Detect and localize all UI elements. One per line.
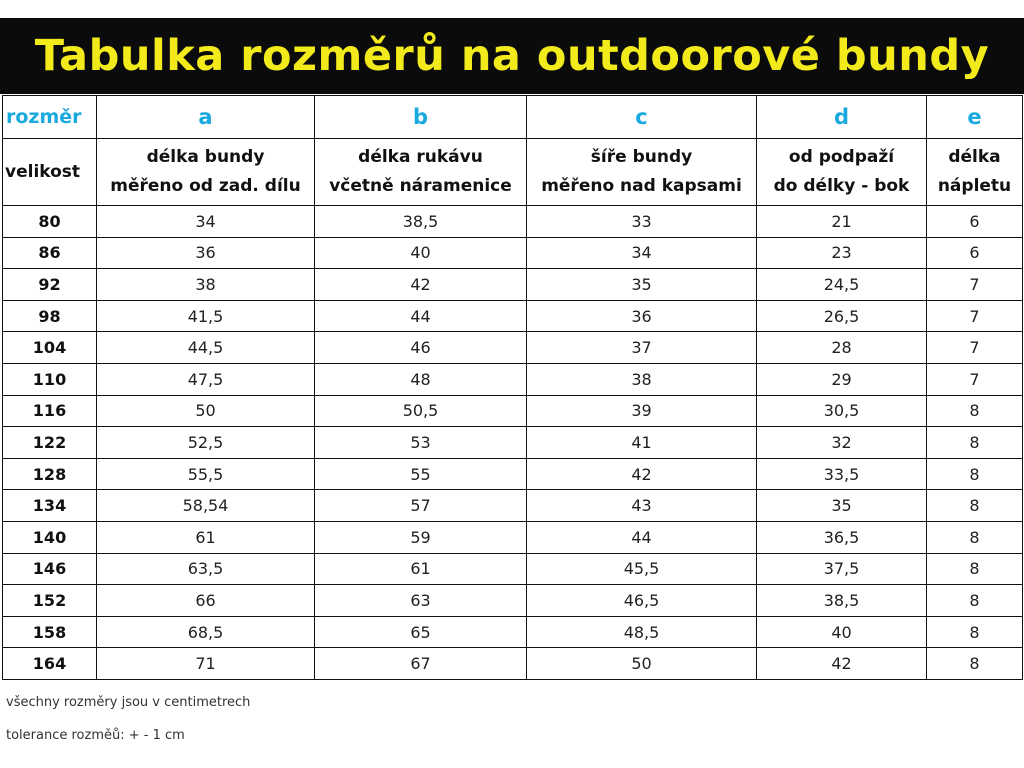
header-desc-line: měřeno nad kapsami (541, 176, 742, 196)
header-desc-line: včetně náramenice (329, 176, 512, 196)
measurement-cell: 36 (97, 237, 315, 269)
measurement-cell: 46 (315, 332, 527, 364)
size-cell: 80 (3, 206, 97, 238)
table-row (3, 237, 1023, 269)
measurement-cell: 38 (527, 363, 757, 395)
measurement-cell: 36 (527, 300, 757, 332)
header-desc-line: šíře bundy (590, 147, 693, 167)
header-letter-c: c (527, 96, 757, 139)
table-row (3, 458, 1023, 490)
measurement-cell: 58,54 (97, 490, 315, 522)
measurement-cell: 55,5 (97, 458, 315, 490)
header-letter-d: d (757, 96, 927, 139)
measurement-cell: 41 (527, 427, 757, 459)
measurement-cell: 7 (927, 363, 1023, 395)
measurement-cell: 37,5 (757, 553, 927, 585)
measurement-cell: 21 (757, 206, 927, 238)
measurement-cell: 44,5 (97, 332, 315, 364)
table-row (3, 206, 1023, 238)
measurement-cell: 52,5 (97, 427, 315, 459)
measurement-cell: 23 (757, 237, 927, 269)
units-note: všechny rozměry jsou v centimetrech (6, 695, 251, 710)
measurement-cell: 30,5 (757, 395, 927, 427)
measurement-cell: 7 (927, 269, 1023, 301)
title-bar (0, 18, 1024, 94)
table-row (3, 269, 1023, 301)
header-desc-line: délka rukávu (358, 147, 483, 167)
size-cell: 146 (3, 553, 97, 585)
measurement-cell: 36,5 (757, 521, 927, 553)
measurement-cell: 61 (97, 521, 315, 553)
measurement-cell: 67 (315, 648, 527, 680)
measurement-cell: 66 (97, 585, 315, 617)
table-row (3, 300, 1023, 332)
measurement-cell: 42 (315, 269, 527, 301)
table-row (3, 648, 1023, 680)
measurement-cell: 43 (527, 490, 757, 522)
size-cell: 92 (3, 269, 97, 301)
size-cell: 134 (3, 490, 97, 522)
measurement-cell: 38 (97, 269, 315, 301)
size-cell: 110 (3, 363, 97, 395)
header-desc-b (315, 139, 527, 206)
measurement-cell: 68,5 (97, 616, 315, 648)
size-cell: 140 (3, 521, 97, 553)
measurement-cell: 6 (927, 237, 1023, 269)
measurement-cell: 8 (927, 648, 1023, 680)
size-cell: 86 (3, 237, 97, 269)
measurement-cell: 8 (927, 490, 1023, 522)
measurement-cell: 40 (315, 237, 527, 269)
header-desc-d (757, 139, 927, 206)
measurement-cell: 8 (927, 616, 1023, 648)
table-row (3, 490, 1023, 522)
header-desc-line: do délky - bok (773, 176, 910, 196)
measurement-cell: 40 (757, 616, 927, 648)
measurement-cell: 35 (527, 269, 757, 301)
tolerance-note: tolerance rozměů: + - 1 cm (6, 728, 185, 743)
measurement-cell: 63 (315, 585, 527, 617)
measurement-cell: 46,5 (527, 585, 757, 617)
size-cell: 104 (3, 332, 97, 364)
header-desc-line: délka (948, 147, 1001, 167)
table-row (3, 332, 1023, 364)
measurement-cell: 39 (527, 395, 757, 427)
header-letter-a: a (97, 96, 315, 139)
header-letter-row (3, 96, 1023, 139)
measurement-cell: 8 (927, 395, 1023, 427)
header-desc-line: měřeno od zad. dílu (110, 176, 301, 196)
measurement-cell: 48,5 (527, 616, 757, 648)
size-cell: 98 (3, 300, 97, 332)
measurement-cell: 57 (315, 490, 527, 522)
measurement-cell: 48 (315, 363, 527, 395)
measurement-cell: 53 (315, 427, 527, 459)
measurement-cell: 41,5 (97, 300, 315, 332)
header-description-row (3, 139, 1023, 206)
size-cell: 122 (3, 427, 97, 459)
header-desc-a (97, 139, 315, 206)
measurement-cell: 35 (757, 490, 927, 522)
header-letter-rozmer: rozměr (3, 96, 97, 139)
measurement-cell: 28 (757, 332, 927, 364)
measurement-cell: 8 (927, 427, 1023, 459)
measurement-cell: 45,5 (527, 553, 757, 585)
measurement-cell: 32 (757, 427, 927, 459)
measurement-cell: 44 (315, 300, 527, 332)
measurement-cell: 47,5 (97, 363, 315, 395)
measurement-cell: 8 (927, 585, 1023, 617)
table-row (3, 616, 1023, 648)
measurement-cell: 34 (527, 237, 757, 269)
table-row (3, 521, 1023, 553)
measurement-cell: 33 (527, 206, 757, 238)
header-letter-e: e (927, 96, 1023, 139)
header-desc-line: nápletu (937, 176, 1012, 196)
measurement-cell: 42 (527, 458, 757, 490)
size-cell: 152 (3, 585, 97, 617)
header-desc-velikost (3, 139, 97, 206)
measurement-cell: 38,5 (757, 585, 927, 617)
measurement-cell: 42 (757, 648, 927, 680)
size-cell: 128 (3, 458, 97, 490)
table-row (3, 553, 1023, 585)
measurement-cell: 8 (927, 553, 1023, 585)
header-desc-line: od podpaží (788, 147, 895, 167)
measurement-cell: 63,5 (97, 553, 315, 585)
measurement-cell: 50 (97, 395, 315, 427)
measurement-cell: 50,5 (315, 395, 527, 427)
measurement-cell: 59 (315, 521, 527, 553)
measurement-cell: 8 (927, 521, 1023, 553)
measurement-cell: 38,5 (315, 206, 527, 238)
size-cell: 158 (3, 616, 97, 648)
measurement-cell: 55 (315, 458, 527, 490)
measurement-cell: 26,5 (757, 300, 927, 332)
measurement-cell: 50 (527, 648, 757, 680)
page-title: Tabulka rozměrů na outdoorové bundy (34, 31, 990, 81)
header-desc-c (527, 139, 757, 206)
header-desc-line: délka bundy (146, 147, 265, 167)
table-body (3, 206, 1023, 680)
measurement-cell: 65 (315, 616, 527, 648)
measurement-cell: 7 (927, 332, 1023, 364)
header-desc-e (927, 139, 1023, 206)
measurement-cell: 71 (97, 648, 315, 680)
measurement-cell: 44 (527, 521, 757, 553)
measurement-cell: 6 (927, 206, 1023, 238)
table-row (3, 585, 1023, 617)
header-letter-b: b (315, 96, 527, 139)
measurement-cell: 37 (527, 332, 757, 364)
measurement-cell: 61 (315, 553, 527, 585)
measurement-cell: 29 (757, 363, 927, 395)
measurement-cell: 34 (97, 206, 315, 238)
header-desc-line: velikost (5, 161, 81, 182)
measurement-cell: 8 (927, 458, 1023, 490)
table-row (3, 427, 1023, 459)
table-row (3, 395, 1023, 427)
table-row (3, 363, 1023, 395)
size-cell: 116 (3, 395, 97, 427)
measurement-cell: 7 (927, 300, 1023, 332)
size-table (2, 95, 1023, 680)
measurement-cell: 33,5 (757, 458, 927, 490)
size-cell: 164 (3, 648, 97, 680)
measurement-cell: 24,5 (757, 269, 927, 301)
